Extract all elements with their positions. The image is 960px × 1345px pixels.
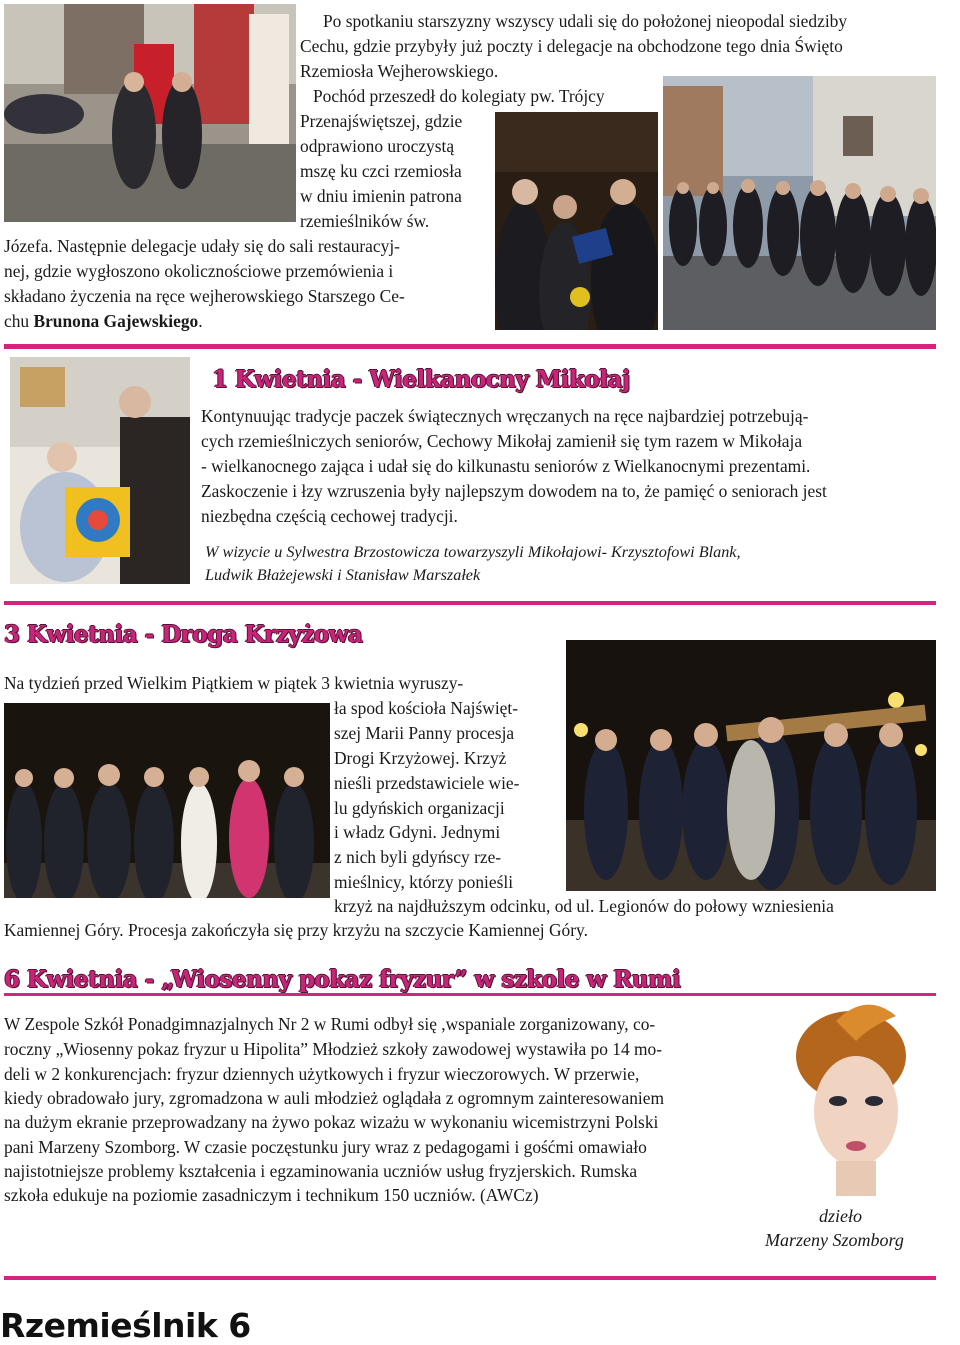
caption-fryzury-1: dzieło [819, 1206, 862, 1226]
caption-mikolaj-2: Ludwik Błażejewski i Stanisław Marszałek [205, 566, 481, 584]
text-line: W Zespole Szkół Ponadgimnazjalnych Nr 2 w Rumi odbył się ,wspaniale zorganizowany, co- [4, 1014, 656, 1034]
text-line: pani Marzeny Szomborg. W czasie poczęstunku jury wraz z pedagogami i gośćmi omawiało [4, 1137, 647, 1157]
text-line: Józefa. Następnie delegacje udały się do sali restauracyj- [4, 236, 400, 256]
text-line: Drogi Krzyżowej. Krzyż [334, 748, 507, 768]
text-line: z nich byli gdyńscy rze- [334, 847, 502, 867]
text-line: kiedy obradowało jury, zgromadzona w auli młodzież oglądała z ogromnym zainteresowaniem [4, 1088, 664, 1108]
photo-clergy-guild [4, 703, 330, 898]
text-line: mieślnicy, którzy ponieśli [334, 872, 514, 892]
end-punct: . [198, 311, 203, 331]
text-line: niezbędna częścią cechowej tradycji. [201, 506, 458, 526]
photo-hairstyle-model [776, 1001, 936, 1196]
text-line: nej, gdzie wygłoszono okolicznościowe przemówienia i [4, 261, 394, 281]
text-line: Na tydzień przed Wielkim Piątkiem w piątek 3 kwietnia wyruszy- [4, 673, 464, 693]
heading-droga: 3 Kwietnia - Droga Krzyżowa [4, 621, 363, 648]
text-line: nieśli przedstawiciele wie- [334, 773, 520, 793]
text-line: najistotniejsze problemy kształcenia i egzaminowania uczniów usług fryzjerskich. Rumska [4, 1161, 638, 1181]
footer-divider [4, 1276, 936, 1280]
text-line: roczny „Wiosenny pokaz fryzur u Hipolita” Młodzież szkoły zawodowej wystawiła po 14 mo- [4, 1039, 663, 1059]
text-line: szkoła edukuje na poziomie zasadniczym i technikum 150 uczniów. (AWCz) [4, 1185, 539, 1205]
footer-title: Rzemieślnik 6 [0, 1306, 251, 1345]
text-line: - wielkanocnego zająca i udał się do kilkunastu seniorów z Wielkanocnymi prezentami. [201, 456, 811, 476]
heading-fryzury: 6 Kwietnia - „Wiosenny pokaz fryzur” w szkole w Rumi [4, 966, 681, 993]
text-line: lu gdyńskich organizacji [334, 798, 505, 818]
text-line: Przenajświętszej, gdzie [300, 111, 463, 131]
text-line: Cechu, gdzie przybyły już poczty i delegacje na obchodzone tego dnia Święto [300, 36, 843, 56]
text-line: Rzemiosła Wejherowskiego. [300, 61, 499, 81]
text-line: Zaskoczenie i łzy wzruszenia były najlepszym dowodem na to, że pamięć o seniorach jest [201, 481, 827, 501]
text-line: krzyż na najdłuższym odcinku, od ul. Legionów do połowy wzniesienia [334, 896, 834, 916]
text-line [4, 309, 203, 333]
text-line: szej Marii Panny procesja [334, 723, 515, 743]
photo-guild-procession [663, 76, 936, 330]
text-line: mszę ku czci rzemiosła [300, 161, 462, 181]
text-chu: chu [4, 311, 30, 331]
text-line: Kontynuując tradycje paczek świątecznych wręczanych na ręce najbardziej potrzebują- [201, 406, 809, 426]
text-line: na dużym ekranie przeprowadzany na żywo pokaz wizażu w wykonaniu wicemistrzyni Polski [4, 1112, 659, 1132]
caption-fryzury-2: Marzeny Szomborg [765, 1230, 904, 1250]
section-divider [4, 601, 936, 605]
text-line: w dniu imienin patrona [300, 186, 462, 206]
photo-easter-gift [10, 357, 190, 584]
section-divider [4, 993, 936, 996]
text-line: deli w 2 konkurencjach: fryzur dziennych użytkowych i fryzur wieczorowych. W przerwie, [4, 1064, 640, 1084]
bold-name: Brunona Gajewskiego [33, 311, 199, 331]
text-line: składano życzenia na ręce wejherowskiego Starszego Ce- [4, 286, 405, 306]
text-line: ła spod kościoła Najświęt- [334, 698, 519, 718]
text-line: rzemieślników św. [300, 211, 430, 231]
photo-procession-night [566, 640, 936, 891]
text-line: odprawiono uroczystą [300, 136, 455, 156]
text-line: cych rzemieślniczych seniorów, Cechowy Mikołaj zamienił się tym razem w Mikołaja [201, 431, 803, 451]
text-line: Pochód przeszedł do kolegiaty pw. Trójcy [313, 86, 605, 106]
photo-gift-handover [495, 112, 658, 330]
text-line: Po spotkaniu starszyzny wszyscy udali się do położonej nieopodal siedziby [323, 11, 848, 31]
text-line: i władz Gdyni. Jednymi [334, 822, 501, 842]
text-line: Kamiennej Góry. Procesja zakończyła się przy krzyżu na szczycie Kamiennej Góry. [4, 920, 588, 940]
heading-mikolaj: 1 Kwietnia - Wielkanocny Mikołaj [212, 366, 630, 393]
photo-procession-flags [4, 4, 296, 222]
section-divider [4, 344, 936, 349]
caption-mikolaj-1: W wizycie u Sylwestra Brzostowicza towarzyszyli Mikołajowi- Krzysztofowi Blank, [205, 543, 741, 561]
